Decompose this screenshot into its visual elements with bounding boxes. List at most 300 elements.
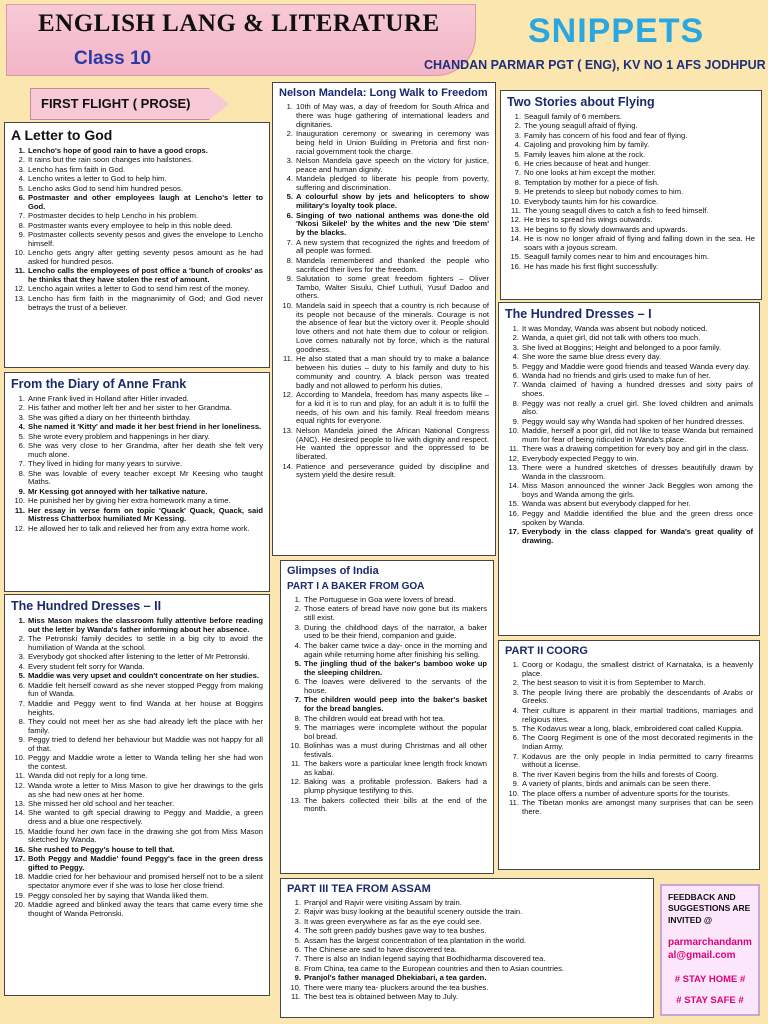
first-flight-label [30, 88, 230, 120]
item-number: 3. [18, 412, 25, 422]
section-title: A Letter to God [11, 127, 113, 143]
list-item [279, 302, 489, 355]
page-header [0, 0, 768, 84]
item-number: 10. [508, 788, 519, 798]
item-text: The Coorg Regiment is one of the most decorated regiments in the Indian Army. [522, 733, 753, 752]
item-text: Postmaster collects seventy pesos and gives the envelope to Lencho himself. [28, 229, 263, 248]
item-number: 13. [282, 425, 293, 435]
item-number: 9. [512, 416, 519, 426]
item-number: 7. [512, 380, 519, 390]
item-text: The Kodavus wear a long, black, embroidered coat called Kuppia. [522, 723, 744, 733]
item-number: 3. [18, 164, 25, 174]
item-number: 14. [508, 481, 519, 491]
item-text: Everybody got shocked after listening to the letter of Mr Petronski. [28, 652, 250, 662]
item-number: 10. [510, 196, 521, 206]
list-item [507, 263, 755, 272]
item-text: Everybody expected Peggy to win. [522, 453, 639, 463]
list-item [279, 193, 489, 211]
class-label: Class 10 [74, 48, 152, 69]
item-number: 4. [512, 705, 519, 715]
item-text: Postmaster decides to help Lencho in his problem. [28, 211, 199, 221]
section-mandela [272, 82, 496, 556]
list-item [287, 724, 487, 742]
item-number: 13. [510, 224, 521, 234]
item-text: Wanda was absent but everybody clapped for her. [522, 499, 691, 509]
item-text: Maddie was very upset and couldn't concentrate on her studies. [28, 671, 259, 681]
item-number: 4. [286, 174, 293, 184]
section-letter-to-god [4, 122, 270, 368]
item-text: Wanda wrote a letter to Miss Mason to give her drawings to the girls as she had new ones at her home. [28, 780, 263, 799]
item-number: 7. [18, 698, 25, 708]
item-text: The river Kaveri begins from the hills and forests of Coorg. [522, 769, 719, 779]
item-text: There were a hundred sketches of dresses beautifully drawn by Wanda in the classroom. [522, 463, 753, 481]
list-item [11, 873, 263, 891]
item-number: 4. [18, 422, 25, 432]
item-text: Lencho gets angry after getting seventy pesos amount as he had asked for hundred pesos. [28, 248, 263, 266]
item-number: 11. [283, 354, 293, 364]
item-text: Lencho has firm faith in the magnanimity of God; and God never betrays the trust of a believer. [28, 293, 263, 312]
list-item [11, 736, 263, 754]
item-text: Postmaster and other employees laugh at Lencho's letter to God. [28, 192, 263, 211]
list-item [279, 463, 489, 481]
section-hundred-dresses-1 [498, 302, 760, 636]
item-text: Mandela pledged to liberate his people from poverty, suffering and discrimination. [296, 174, 489, 192]
item-text: Seagull family of 6 members. [524, 112, 622, 121]
item-text: The children would eat bread with hot tea. [304, 713, 445, 723]
item-number: 6. [514, 158, 521, 168]
item-text: She lived at Boggins; Height and belonged to a poor family. [522, 342, 722, 352]
item-number: 19. [14, 890, 25, 900]
item-number: 4. [512, 352, 519, 362]
list-item [11, 682, 263, 700]
section-list [287, 596, 487, 814]
item-text: Wanda had no friends and girls used to make fun of her. [522, 370, 711, 380]
item-number: 3. [512, 687, 519, 697]
item-number: 6. [512, 370, 519, 380]
list-item [505, 400, 753, 418]
item-number: 11. [509, 797, 519, 807]
item-text: The bakers collected their bills at the end of the month. [304, 795, 487, 814]
section-list [11, 147, 263, 312]
item-number: 7. [294, 954, 301, 964]
item-text: 10th of May was, a day of freedom for South Africa and there was huge gathering of international leaders and dignitaries. [296, 102, 489, 129]
item-number: 11. [15, 771, 25, 781]
item-text: Her essay in verse form on topic 'Quack' Quack, Quack, said Mistress Chatterbox humiliated Mr Kessing. [28, 505, 263, 524]
item-text: The marriages were incomplete without the popular bol bread. [304, 722, 487, 741]
feedback-email[interactable]: parmarchandanmal@gmail.com [668, 937, 752, 962]
item-text: Maddie and Peggy went to find Wanda at her house at Boggins heights. [28, 698, 263, 717]
item-text: He punished her by giving her extra homework many a time. [28, 496, 231, 506]
item-text: Baking was a profitable profession. Bakers had a plump physique testifying to this. [304, 777, 487, 796]
list-item [505, 464, 753, 482]
list-item [279, 355, 489, 390]
item-number: 8. [294, 713, 301, 723]
list-item [287, 797, 487, 815]
item-number: 11. [291, 759, 301, 769]
item-number: 1. [286, 102, 293, 111]
item-text: The baker came twice a day- once in the morning and again while returning home after finishing his selling. [304, 640, 487, 659]
item-text: A colourful show by jets and helicopters to show military's loyalty took place. [296, 192, 489, 211]
section-list [507, 113, 755, 271]
item-number: 10. [282, 300, 293, 310]
item-text: The best season to visit it is from September to March. [522, 678, 706, 688]
section-glimpses [280, 560, 494, 874]
item-text: Assam has the largest concentration of tea plantation in the world. [304, 935, 527, 945]
list-item [11, 617, 263, 635]
item-number: 17. [14, 854, 25, 864]
item-text: According to Mandela, freedom has many aspects like – for a kid it is to run and play, for an adult it is to fulfil the needs, of his own and his family. Real freedom means equal rights for everyone. [296, 390, 489, 426]
item-text: Maddie cried for her behaviour and promised herself not to be a silent spectator anymore ever if she was to lose her close friend. [28, 872, 263, 891]
list-item [11, 809, 263, 827]
item-text: Lencho has firm faith in God. [28, 164, 126, 174]
list-item [11, 231, 263, 249]
first-flight-text: FIRST FLIGHT ( PROSE) [30, 88, 210, 120]
list-item [279, 157, 489, 175]
item-number: 9. [18, 735, 25, 745]
list-item [11, 295, 263, 313]
item-number: 6. [512, 733, 519, 743]
item-number: 11. [14, 266, 25, 276]
item-number: 10. [14, 248, 25, 258]
section-list [11, 395, 263, 533]
item-text: He allowed her to talk and relieved her from any extra home work. [28, 523, 250, 533]
section-title: From the Diary of Anne Frank [11, 377, 187, 391]
item-text: Lencho calls the employees of post office a 'bunch of crooks' as he thinks that they have stolen the rest of amount. [28, 266, 263, 285]
item-number: 7. [512, 751, 519, 761]
item-number: 4. [294, 926, 301, 936]
item-number: 2. [512, 678, 519, 688]
list-item [11, 828, 263, 846]
item-text: Lencho asks God to send him hundred pesos. [28, 183, 183, 193]
list-item [279, 239, 489, 257]
list-item [11, 901, 263, 919]
item-text: It was Monday, Wanda was absent but nobody noticed. [522, 324, 708, 333]
feedback-box [660, 884, 760, 1016]
item-text: Miss Mason announced the winner Jack Beggles won among the boys and Wanda among the girls. [522, 481, 753, 500]
list-item [505, 689, 753, 707]
list-item [505, 799, 753, 817]
item-text: She rushed to Peggy's house to tell that. [28, 844, 175, 854]
list-item [505, 510, 753, 528]
item-number: 6. [286, 210, 293, 220]
item-text: The place offers a number of adventure sports for the tourists. [522, 788, 730, 798]
item-text: Peggy tried to defend her behaviour but Maddie was not happy for all of that. [28, 735, 263, 753]
item-number: 4. [18, 661, 25, 671]
item-number: 6. [18, 192, 25, 202]
item-number: 7. [18, 211, 25, 221]
item-number: 8. [512, 398, 519, 408]
item-text: The Chinese are said to have discovered tea. [304, 944, 457, 954]
item-text: He cries because of heat and hunger. [524, 158, 651, 168]
stay-home-text: # STAY HOME # [674, 974, 746, 986]
item-text: Maddie, herself a poor girl, did not like to tease Wanda but remained mum for fear of being ridiculed in Wanda's place. [522, 426, 753, 444]
item-text: She named it 'Kitty' and made it her best friend in her loneliness. [28, 422, 262, 432]
list-item [287, 760, 487, 778]
item-text: Mandela said in speech that a country is rich because of its people not because of the minerals. Courage is not the absence of fear but the victory over it. People should love others and not hate them due to colour or religion. Love comes naturally not by force, which is the natural goodness. [296, 300, 489, 354]
list-item [11, 507, 263, 525]
item-number: 9. [294, 722, 301, 732]
item-text: Those eaters of bread have now gone but its makers still exist. [304, 604, 487, 623]
item-number: 15. [14, 826, 25, 836]
section-title: The Hundred Dresses – I [505, 307, 652, 321]
list-item [11, 700, 263, 718]
item-number: 14. [14, 808, 25, 818]
item-number: 13. [14, 293, 25, 303]
item-text: Rajvir was busy looking at the beautiful scenery outside the train. [304, 907, 523, 917]
item-text: Wanda did not reply for a long time. [28, 771, 148, 781]
item-number: 9. [512, 779, 519, 789]
item-text: A new system that recognized the rights and freedom of all people was formed. [296, 237, 489, 256]
item-number: 9. [514, 187, 521, 197]
item-text: Inauguration ceremony or swearing in ceremony was being held in Union Building in Pretoria and first non-racial government took the charge. [296, 128, 489, 156]
item-number: 11. [511, 205, 521, 215]
list-item [11, 754, 263, 772]
item-text: The Petronski family decides to settle in a big city to avoid the humiliation of Wanda at the school. [28, 634, 263, 652]
item-number: 8. [294, 963, 301, 973]
item-text: The best tea is obtained between May to July. [304, 991, 458, 1001]
item-number: 10. [290, 741, 301, 751]
item-number: 10. [290, 982, 301, 992]
item-number: 5. [512, 361, 519, 371]
list-item [505, 528, 753, 546]
item-text: The loaves were delivered to the servants of the house. [304, 677, 487, 695]
item-number: 3. [294, 622, 301, 632]
list-item [11, 782, 263, 800]
item-text: She wanted to gift special drawing to Peggy and Maddie, a green dress and a blue one respectively. [28, 808, 263, 827]
item-text: Nelson Mandela joined the African National Congress (ANC). He desired people to live with dignity and respect. He wanted the oppressor and the oppressed to be liberated. [296, 425, 489, 462]
list-item [505, 707, 753, 725]
item-number: 5. [512, 723, 519, 733]
item-text: He tries to spread his wings outwards. [524, 215, 653, 225]
item-number: 18. [14, 872, 25, 882]
item-text: The people living there are probably the descendants of Arabs or Greeks. [522, 687, 753, 706]
item-number: 12. [14, 284, 25, 294]
item-text: Both Peggy and Maddie' found Peggy's face in the green dress gifted to Peggy. [28, 854, 263, 873]
item-text: The Tibetan monks are amongst many surprises that can be seen there. [522, 797, 753, 816]
list-item [287, 742, 487, 760]
list-item [505, 661, 753, 679]
item-text: Everybody taunts him for his cowardice. [524, 196, 659, 206]
item-number: 2. [514, 121, 521, 131]
item-number: 15. [508, 499, 519, 509]
item-text: She wrote every problem and happenings in her diary. [28, 431, 210, 441]
section-hundred-dresses-2 [4, 594, 270, 996]
item-text: Peggy and Maddie were good friends and teased Wanda every day. [522, 361, 750, 371]
item-number: 12. [14, 780, 25, 790]
section-title: PART III TEA FROM ASSAM [287, 883, 431, 895]
item-number: 2. [18, 155, 25, 165]
item-number: 1. [512, 660, 519, 669]
item-text: Every student felt sorry for Wanda. [28, 661, 145, 671]
item-text: He also stated that a man should try to make a balance between his duties – duty to his family and duty to his community and country. A black person was treated badly and not allowed to perform his duties. [296, 354, 489, 390]
list-item [287, 642, 487, 660]
list-item [279, 427, 489, 462]
list-item [505, 482, 753, 500]
item-number: 3. [514, 130, 521, 140]
item-text: She missed her old school and her teacher. [28, 799, 175, 809]
list-item [279, 175, 489, 193]
item-text: Seagull family comes near to him and encourages him. [524, 252, 709, 262]
list-item [287, 778, 487, 796]
item-text: His father and mother left her and her sister to her Grandma. [28, 403, 232, 413]
section-title: Nelson Mandela: Long Walk to Freedom [279, 87, 488, 99]
item-text: A variety of plants, birds and animals can be seen there. [522, 779, 711, 789]
item-number: 8. [512, 769, 519, 779]
item-text: The young seagull dives to catch a fish to feed himself. [524, 205, 709, 215]
item-text: Postmaster wants every employee to help in this noble deed. [28, 220, 233, 230]
item-text: Mr Kessing got annoyed with her talkative nature. [28, 486, 208, 496]
item-number: 12. [282, 390, 293, 400]
list-item [287, 605, 487, 623]
item-text: No one looks at him except the mother. [524, 168, 656, 178]
list-item [11, 249, 263, 267]
item-number: 9. [294, 973, 301, 983]
item-text: Lencho writes a letter to God to help him. [28, 174, 167, 184]
item-text: She wore the same blue dress every day. [522, 352, 662, 362]
item-text: He pretends to sleep but nobody comes to him. [524, 187, 684, 197]
item-number: 7. [514, 168, 521, 178]
item-number: 5. [18, 183, 25, 193]
item-text: He is now no longer afraid of flying and falling down in the sea. He soars with a joyous scream. [524, 234, 755, 252]
item-text: Wanda claimed of having a hundred dresses and sixty pairs of shoes. [522, 380, 753, 399]
item-number: 1. [512, 324, 519, 333]
item-number: 6. [294, 944, 301, 954]
item-text: The jingling thud of the baker's bamboo woke up the sleeping children. [304, 658, 487, 677]
page-title: ENGLISH LANG & LITERATURE [38, 10, 440, 37]
section-title: Two Stories about Flying [507, 95, 655, 109]
item-number: 4. [514, 140, 521, 150]
item-number: 2. [18, 403, 25, 413]
item-text: It was green everywhere as far as the eye could see. [304, 916, 482, 926]
item-text: It rains but the rain soon changes into hailstones. [28, 155, 194, 165]
list-item [11, 855, 263, 873]
item-text: Coorg or Kodagu, the smallest district of Karnataka, is a heavenly place. [522, 660, 753, 678]
item-text: Kodavus are the only people in India permitted to carry firearms without a license. [522, 751, 753, 770]
section-coorg [498, 640, 760, 870]
item-number: 6. [18, 440, 25, 450]
item-text: The Portuguese in Goa were lovers of bread. [304, 595, 456, 604]
feedback-title: FEEDBACK AND SUGGESTIONS ARE INVITED @ [668, 892, 751, 925]
item-number: 1. [18, 394, 25, 403]
list-item [505, 753, 753, 771]
item-text: They could not meet her as she had already left the place with her family. [28, 716, 263, 735]
item-text: Everybody in the class clapped for Wanda's great quality of drawing. [522, 527, 753, 545]
item-number: 10. [14, 753, 25, 763]
item-number: 2. [294, 907, 301, 917]
list-item [11, 635, 263, 653]
item-text: Lencho again writes a letter to God to send him rest of the money. [28, 284, 250, 294]
item-number: 20. [14, 899, 25, 909]
item-number: 5. [18, 671, 25, 681]
item-number: 11. [291, 991, 301, 1001]
section-list [279, 103, 489, 480]
item-text: Cajoling and provoking him by family. [524, 140, 650, 150]
item-text: During the childhood days of the narrator, a baker used to be their friend, companion and guide. [304, 622, 487, 641]
item-number: 8. [18, 468, 25, 478]
item-text: She was gifted a diary on her thirteenth birthday. [28, 412, 191, 422]
item-number: 4. [294, 640, 301, 650]
list-item [505, 427, 753, 445]
item-text: Pranjol's father managed Dhekiabari, a tea garden. [304, 973, 487, 983]
author-credit: CHANDAN PARMAR PGT ( ENG), KV NO 1 AFS JODHPUR [424, 58, 766, 72]
item-number: 5. [294, 935, 301, 945]
item-number: 5. [18, 431, 25, 441]
item-text: The children would peep into the baker's basket for the bread bangles. [304, 695, 487, 714]
list-item [279, 275, 489, 301]
item-number: 10. [508, 426, 519, 436]
item-text: Lencho's hope of good rain to have a good crops. [28, 146, 208, 155]
item-text: Peggy would say why Wanda had spoken of her hundred dresses. [522, 416, 745, 426]
item-number: 8. [514, 177, 521, 187]
section-list [287, 899, 647, 1002]
item-text: Salutation to some great freedom fighters – Oliver Tambo, Walter Sisulu, Chief Luthuli, Yusuf Dadoo and others. [296, 273, 489, 301]
item-number: 2. [18, 634, 25, 644]
section-list [11, 617, 263, 919]
item-text: From China, tea came to the European countries and then to Asian countries. [304, 963, 565, 973]
item-text: Anne Frank lived in Holland after Hitler invaded. [28, 394, 189, 403]
item-number: 9. [18, 229, 25, 239]
section-title: The Hundred Dresses – II [11, 599, 162, 613]
stay-safe-text: # STAY SAFE # [676, 995, 744, 1007]
item-text: Singing of two national anthems was done-the old 'Nkosi Sikelel' by the whites and the new 'Die stem' by the blacks. [296, 210, 489, 238]
item-number: 10. [14, 496, 25, 506]
list-item [279, 257, 489, 275]
item-number: 2. [294, 604, 301, 614]
item-number: 1. [18, 146, 25, 155]
item-text: She was lovable of every teacher except Mr Keesing who taught Maths. [28, 468, 263, 487]
section-tea-assam [280, 878, 654, 1018]
list-item [11, 525, 263, 534]
section-list [505, 661, 753, 816]
item-number: 1. [294, 595, 301, 604]
item-number: 14. [510, 234, 521, 244]
section-anne-frank [4, 372, 270, 592]
item-number: 8. [18, 220, 25, 230]
section-subtitle: PART I A BAKER FROM GOA [287, 581, 425, 592]
item-number: 8. [286, 255, 293, 265]
item-text: He has made his first flight successfully. [524, 261, 659, 271]
item-number: 3. [18, 652, 25, 662]
item-number: 17. [508, 527, 519, 537]
item-number: 16. [508, 508, 519, 518]
item-number: 4. [18, 174, 25, 184]
list-item [279, 130, 489, 156]
item-text: Family leaves him alone at the rock. [524, 149, 646, 159]
list-item [505, 734, 753, 752]
list-item [11, 442, 263, 460]
list-item [279, 391, 489, 426]
item-text: Wanda, a quiet girl, did not talk with others too much. [522, 333, 701, 343]
item-number: 13. [14, 799, 25, 809]
item-number: 11. [14, 505, 25, 515]
item-text: Their culture is apparent in their martial traditions, marriages and religious rites. [522, 705, 753, 724]
item-number: 3. [512, 342, 519, 352]
list-item [287, 993, 647, 1002]
item-number: 16. [14, 844, 25, 854]
item-number: 5. [514, 149, 521, 159]
item-number: 3. [286, 155, 293, 165]
list-item [505, 381, 753, 399]
list-item [287, 624, 487, 642]
item-text: Mandela remembered and thanked the people who sacrificed their lives for the freedom. [296, 255, 489, 274]
item-text: The soft green paddy bushes gave way to tea bushes. [304, 926, 487, 936]
item-text: Maddie found her own face in the drawing she got from Miss Mason sketched by Wanda. [28, 826, 263, 845]
item-number: 1. [294, 898, 301, 907]
item-text: Peggy and Maddie identified the blue and the green dress once spoken by Wanda. [522, 508, 753, 527]
item-number: 6. [294, 677, 301, 687]
item-text: There were many tea- pluckers around the tea bushes. [304, 982, 489, 992]
item-text: Patience and perseverance guided by discipline and system yield the desire result. [296, 461, 489, 480]
